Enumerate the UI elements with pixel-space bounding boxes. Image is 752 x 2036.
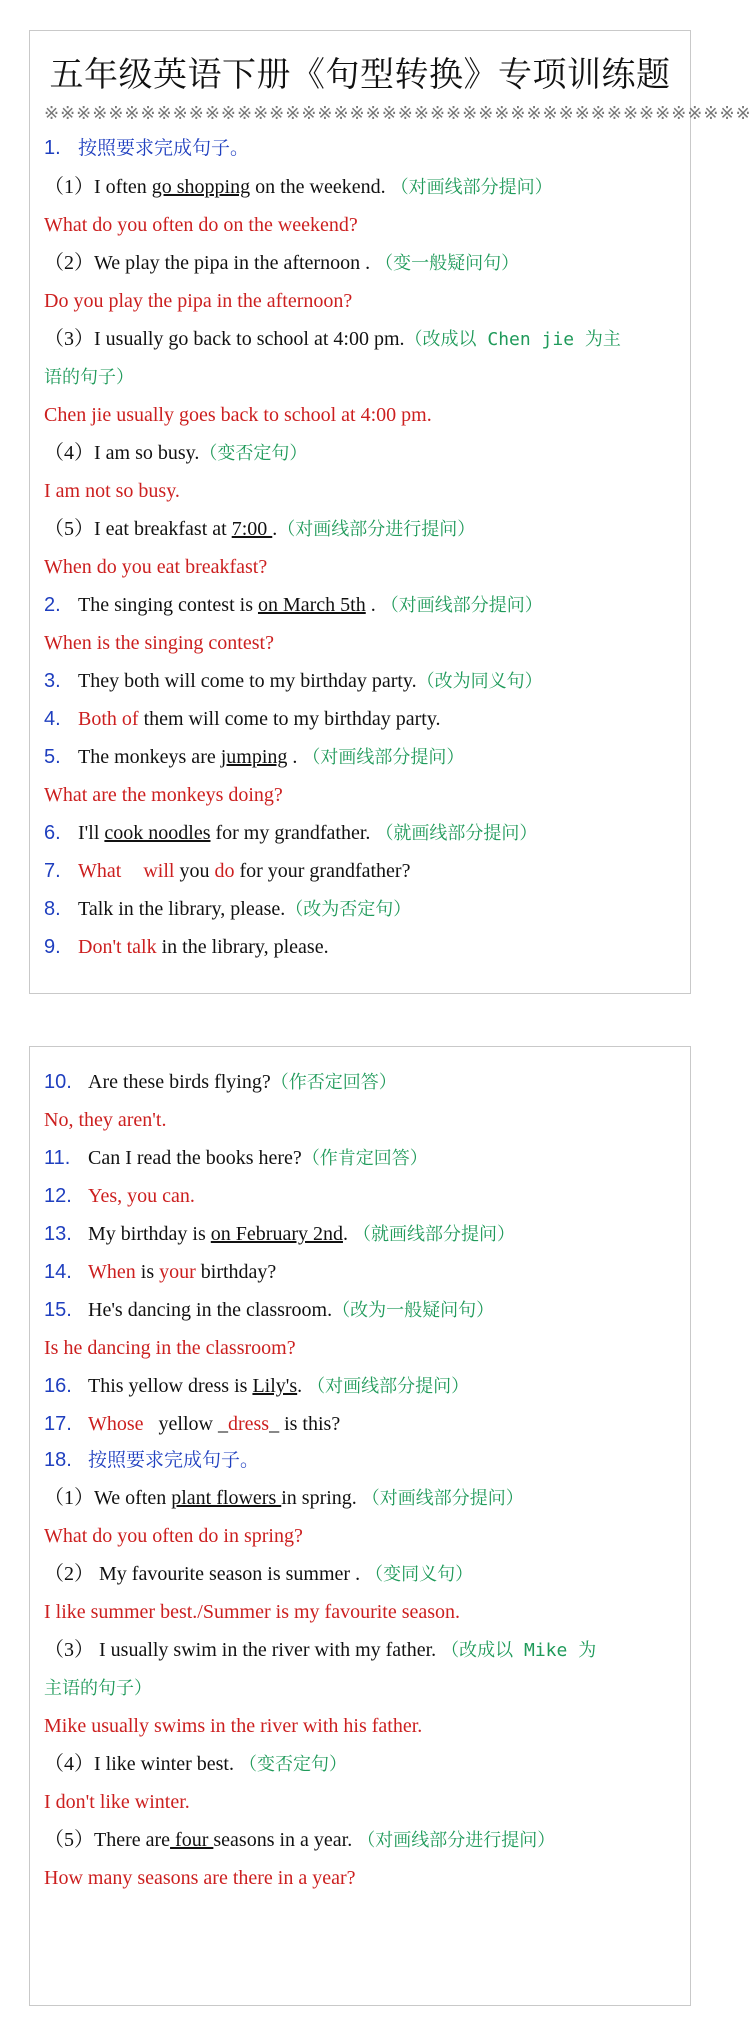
requirement-text: 语的句子） <box>44 367 134 388</box>
question-text: （4）I am so busy. <box>44 442 200 464</box>
answer-1-2: Do you play the pipa in the afternoon? <box>44 290 353 312</box>
answer-text: What <box>78 860 122 882</box>
answer-1-3: Chen jie usually goes back to school at 4:00 pm. <box>44 404 432 426</box>
answer-2: When is the singing contest? <box>44 632 274 654</box>
underlined-text: 7:00 <box>231 518 273 540</box>
requirement-text: （对画线部分提问） <box>307 1376 470 1397</box>
requirement-text: （对画线部分提问） <box>302 747 465 768</box>
requirement-text: （改成以 Chen jie 为主 <box>404 329 621 350</box>
question-text: . <box>297 1375 308 1397</box>
requirement-text: （改为同义句） <box>416 671 543 692</box>
answer-text: do <box>214 860 235 882</box>
question-13 <box>44 1221 680 1248</box>
question-number: 3. <box>44 670 61 692</box>
question-number: 2. <box>44 594 61 616</box>
answer-10: No, they aren't. <box>44 1109 167 1131</box>
answer-text: Both of <box>78 708 144 730</box>
answer-18-4: I don't like winter. <box>44 1791 190 1813</box>
question-text: I'll <box>78 822 105 844</box>
question-number: 4. <box>44 708 61 730</box>
answer-5: What are the monkeys doing? <box>44 784 283 806</box>
question-number: 6. <box>44 822 61 844</box>
question-number: 7. <box>44 860 61 882</box>
requirement-text: （变否定句） <box>199 443 308 464</box>
question-number: 1. <box>44 137 61 159</box>
question-text: Can I read the books here? <box>88 1147 302 1169</box>
requirement-text: （对画线部分提问） <box>361 1488 524 1509</box>
question-8 <box>44 896 680 923</box>
question-1-3-cont <box>44 364 680 391</box>
underlined-text: jumping <box>220 746 288 768</box>
requirement-text: （对画线部分提问） <box>390 177 553 198</box>
question-18-1 <box>44 1485 680 1512</box>
question-text: （5）There are <box>44 1829 171 1851</box>
question-text: in the library, please. <box>156 936 329 958</box>
requirement-text: （对画线部分提问） <box>380 595 543 616</box>
question-text: （1）I often <box>44 176 152 198</box>
question-text: you <box>174 860 215 882</box>
question-1-2 <box>44 250 680 277</box>
question-18-3-cont <box>44 1675 680 1702</box>
question-text: （1）We often <box>44 1487 172 1509</box>
worksheet-page-2 <box>29 1046 691 2006</box>
question-9 <box>44 934 680 960</box>
question-number: 13. <box>44 1223 72 1245</box>
question-number: 9. <box>44 936 61 958</box>
question-1-1 <box>44 174 680 201</box>
question-text: （4）I like winter best. <box>44 1753 239 1775</box>
question-text: （2） My favourite season is summer . <box>44 1563 366 1585</box>
question-text: for your grandfather? <box>234 860 411 882</box>
question-4 <box>44 706 680 732</box>
underlined-text: on February 2nd <box>210 1223 343 1245</box>
question-text: Talk in the library, please. <box>78 898 286 920</box>
page-title: 五年级英语下册《句型转换》专项训练题 <box>49 55 671 95</box>
question-11 <box>44 1145 680 1172</box>
requirement-text: （变同义句） <box>365 1564 474 1585</box>
question-text: seasons in a year. <box>213 1829 358 1851</box>
underlined-text: cook noodles <box>104 822 211 844</box>
question-text: . <box>287 746 303 768</box>
question-text: （2）We play the pipa in the afternoon . <box>44 252 376 274</box>
requirement-text: （对画线部分进行提问） <box>357 1830 556 1851</box>
question-18-3 <box>44 1637 680 1664</box>
question-text: . <box>342 1223 353 1245</box>
question-number: 5. <box>44 746 61 768</box>
question-text: for my grandfather. <box>210 822 376 844</box>
question-18-5 <box>44 1827 680 1854</box>
question-number: 15. <box>44 1299 72 1321</box>
question-text: They both will come to my birthday party. <box>78 670 417 692</box>
underlined-text: plant flowers <box>171 1487 282 1509</box>
question-text: . <box>272 518 278 540</box>
question-7 <box>44 858 680 884</box>
question-text: yellow _ <box>143 1413 228 1435</box>
worksheet-page-1 <box>29 30 752 994</box>
question-15 <box>44 1297 680 1324</box>
question-14 <box>44 1259 680 1285</box>
requirement-text: （变否定句） <box>238 1754 347 1775</box>
requirement-text: 主语的句子） <box>44 1678 152 1699</box>
question-1-4 <box>44 440 680 467</box>
question-text: . <box>365 594 381 616</box>
question-number: 16. <box>44 1375 72 1397</box>
question-text: （5）I eat breakfast at <box>44 518 232 540</box>
answer-18-1: What do you often do in spring? <box>44 1525 303 1547</box>
question-2 <box>44 592 680 619</box>
question-instruction: 按照要求完成句子。 <box>78 137 250 159</box>
question-number: 18. <box>44 1449 72 1471</box>
question-text: He's dancing in the classroom. <box>88 1299 333 1321</box>
requirement-text: （改为一般疑问句） <box>332 1300 495 1321</box>
requirement-text: （就画线部分提问） <box>352 1224 515 1245</box>
question-number: 17. <box>44 1413 72 1435</box>
question-text: This yellow dress is <box>88 1375 253 1397</box>
answer-18-2: I like summer best./Summer is my favourite season. <box>44 1601 461 1623</box>
question-text: _ is this? <box>269 1413 341 1435</box>
answer-18-5: How many seasons are there in a year? <box>44 1867 356 1889</box>
question-number: 14. <box>44 1261 72 1283</box>
underlined-text: go shopping <box>151 176 251 198</box>
question-text: Are these birds flying? <box>88 1071 271 1093</box>
question-number: 12. <box>44 1185 72 1207</box>
question-text: on the weekend. <box>250 176 391 198</box>
answer-1-1: What do you often do on the weekend? <box>44 214 358 236</box>
requirement-text: （改为否定句） <box>285 899 412 920</box>
requirement-text: （变一般疑问句） <box>375 253 520 274</box>
requirement-text: （就画线部分提问） <box>375 823 538 844</box>
answer-text: dress <box>227 1413 270 1435</box>
answer-1-4: I am not so busy. <box>44 480 180 502</box>
question-17 <box>44 1411 680 1437</box>
question-instruction: 按照要求完成句子。 <box>88 1449 260 1471</box>
question-text: The monkeys are <box>78 746 221 768</box>
question-5 <box>44 744 680 771</box>
underlined-text: Lily's <box>252 1375 298 1397</box>
question-18-heading <box>44 1447 680 1473</box>
question-1-5 <box>44 516 680 543</box>
question-number: 8. <box>44 898 61 920</box>
question-text: in spring. <box>281 1487 362 1509</box>
requirement-text: （作肯定回答） <box>301 1148 428 1169</box>
question-text: is <box>135 1261 160 1283</box>
answer-text: will <box>143 860 175 882</box>
question-1-heading <box>44 135 680 161</box>
decorative-divider: ※※※※※※※※※※※※※※※※※※※※※※※※※※※※※※※※※※※※※※※※※※※※ <box>44 103 752 124</box>
answer-1-5: When do you eat breakfast? <box>44 556 268 578</box>
question-text: （3） I usually swim in the river with my father. <box>44 1639 442 1661</box>
answer-text: Yes, you can. <box>88 1185 195 1207</box>
requirement-text: （对画线部分进行提问） <box>277 519 476 540</box>
question-text: birthday? <box>195 1261 277 1283</box>
answer-text: Don't talk <box>78 936 157 958</box>
underlined-text: four <box>170 1829 214 1851</box>
question-number: 10. <box>44 1071 72 1093</box>
question-18-2 <box>44 1561 680 1588</box>
question-text: （3）I usually go back to school at 4:00 pm. <box>44 328 405 350</box>
question-18-4 <box>44 1751 680 1778</box>
question-text: The singing contest is <box>78 594 258 616</box>
question-1-3 <box>44 326 680 353</box>
question-6 <box>44 820 680 847</box>
underlined-text: on March 5th <box>257 594 366 616</box>
answer-text: your <box>159 1261 196 1283</box>
question-16 <box>44 1373 680 1400</box>
question-12 <box>44 1183 680 1209</box>
question-text: them will come to my birthday party. <box>143 708 441 730</box>
answer-text: When <box>88 1261 136 1283</box>
answer-text: Whose <box>88 1413 144 1435</box>
requirement-text: （改成以 Mike 为 <box>441 1640 597 1661</box>
question-text: My birthday is <box>88 1223 211 1245</box>
question-3 <box>44 668 680 695</box>
question-number: 11. <box>44 1147 71 1169</box>
requirement-text: （作否定回答） <box>270 1072 397 1093</box>
answer-15: Is he dancing in the classroom? <box>44 1337 296 1359</box>
answer-18-3: Mike usually swims in the river with his father. <box>44 1715 423 1737</box>
question-10 <box>44 1069 680 1096</box>
